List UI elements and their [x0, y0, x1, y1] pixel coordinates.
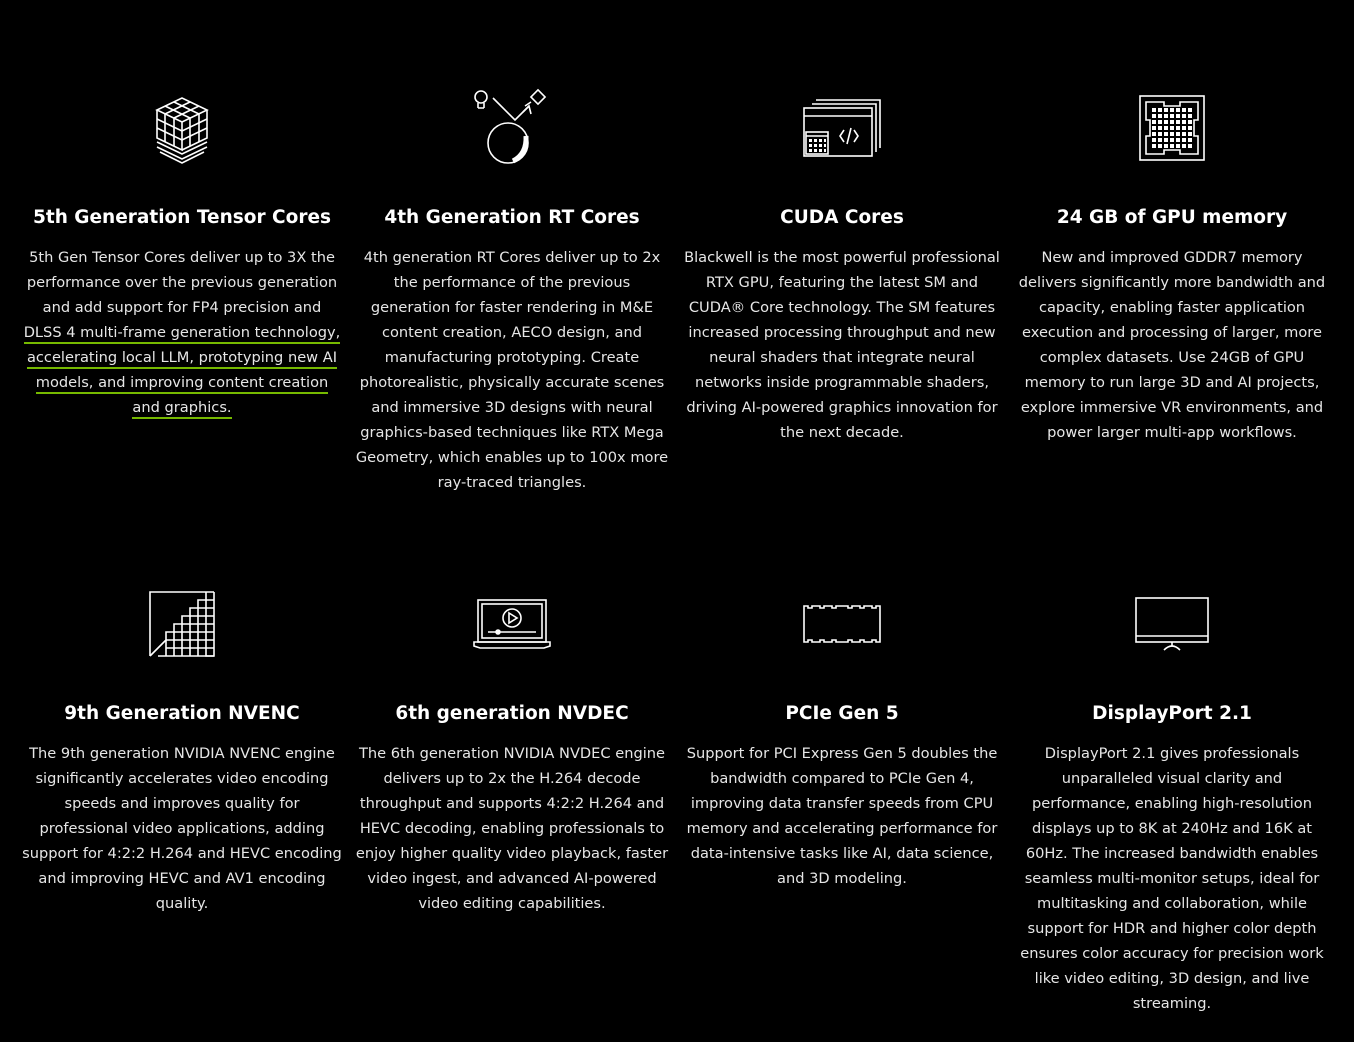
feature-title: PCIe Gen 5	[785, 703, 899, 724]
cuda-code-windows-icon	[692, 96, 992, 176]
feature-description: DisplayPort 2.1 gives professionals unparalleled visual clarity and performance, enabling high-resolution displays up to 8K at 240Hz and 16K at 60Hz. The increased bandwidth enables seamless multi-monitor setups, ideal for multitasking and collaboration, while support for HDR and higher color depth ensures color accuracy for precision work like video editing, 3D design, and live streaming.	[1020, 745, 1324, 1012]
feature-description: Blackwell is the most powerful professional RTX GPU, featuring the latest SM and CUDA® Core technology. The SM features increased processing throughput and new neural shaders that integrate neural networks inside programmable shaders, driving AI-powered graphics innovation for the next decade.	[684, 249, 1000, 441]
feature-title: 6th generation NVDEC	[395, 703, 629, 724]
feature-title: 5th Generation Tensor Cores	[32, 207, 332, 228]
feature-description	[22, 245, 342, 420]
feature-title: 9th Generation NVENC	[64, 703, 300, 724]
feature-title: 4th Generation RT Cores	[384, 207, 640, 228]
feature-title: DisplayPort 2.1	[1092, 703, 1252, 724]
monitor-display-icon	[1022, 596, 1322, 676]
feature-title: 24 GB of GPU memory	[1056, 207, 1288, 228]
feature-description: The 9th generation NVIDIA NVENC engine significantly accelerates video encoding speeds and improves quality for professional video applications, adding support for 4:2:2 H.264 and HEVC encoding and improving HEVC and AV1 encoding quality.	[22, 745, 342, 912]
feature-description: The 6th generation NVIDIA NVDEC engine delivers up to 2x the H.264 decode throughput and supports 4:2:2 H.264 and HEVC decoding, enabling professionals to enjoy higher quality video playback, faster video ingest, and advanced AI-powered video editing capabilities.	[355, 745, 669, 912]
feature-description: New and improved GDDR7 memory delivers significantly more bandwidth and capacity, enabling faster application execution and processing of larger, more complex datasets. Use 24GB of GPU memory to run large 3D and AI projects, explore immersive VR environments, and power larger multi-app workflows.	[1018, 249, 1326, 441]
ray-tracing-sphere-icon	[362, 88, 662, 168]
encoder-staircase-icon	[32, 590, 332, 670]
feature-title: CUDA Cores	[780, 207, 904, 228]
feature-description: Support for PCI Express Gen 5 doubles the bandwidth compared to PCIe Gen 4, improving data transfer speeds from CPU memory and accelerating performance for data-intensive tasks like AI, data science, and 3D modeling.	[686, 745, 998, 887]
tensor-cube-icon	[32, 90, 332, 170]
pcie-card-icon	[692, 604, 992, 684]
dlss-4-link[interactable]: DLSS 4 multi-frame generation technology, accelerating local LLM, prototyping new AI models, and improving content creation and graphics.	[24, 324, 341, 419]
description-text: 5th Gen Tensor Cores deliver up to 3X the performance over the previous generation and add support for FP4 precision and	[26, 249, 338, 316]
feature-description: 4th generation RT Cores deliver up to 2x the performance of the previous generation for faster rendering in M&E content creation, AECO design, and manufacturing prototyping. Create photorealistic, physically accurate scenes and immersive 3D designs with neural graphics-based techniques like RTX Mega Geometry, which enables up to 100x more ray-traced triangles.	[355, 249, 669, 491]
laptop-video-play-icon	[362, 598, 662, 678]
memory-chip-icon	[1022, 94, 1322, 174]
